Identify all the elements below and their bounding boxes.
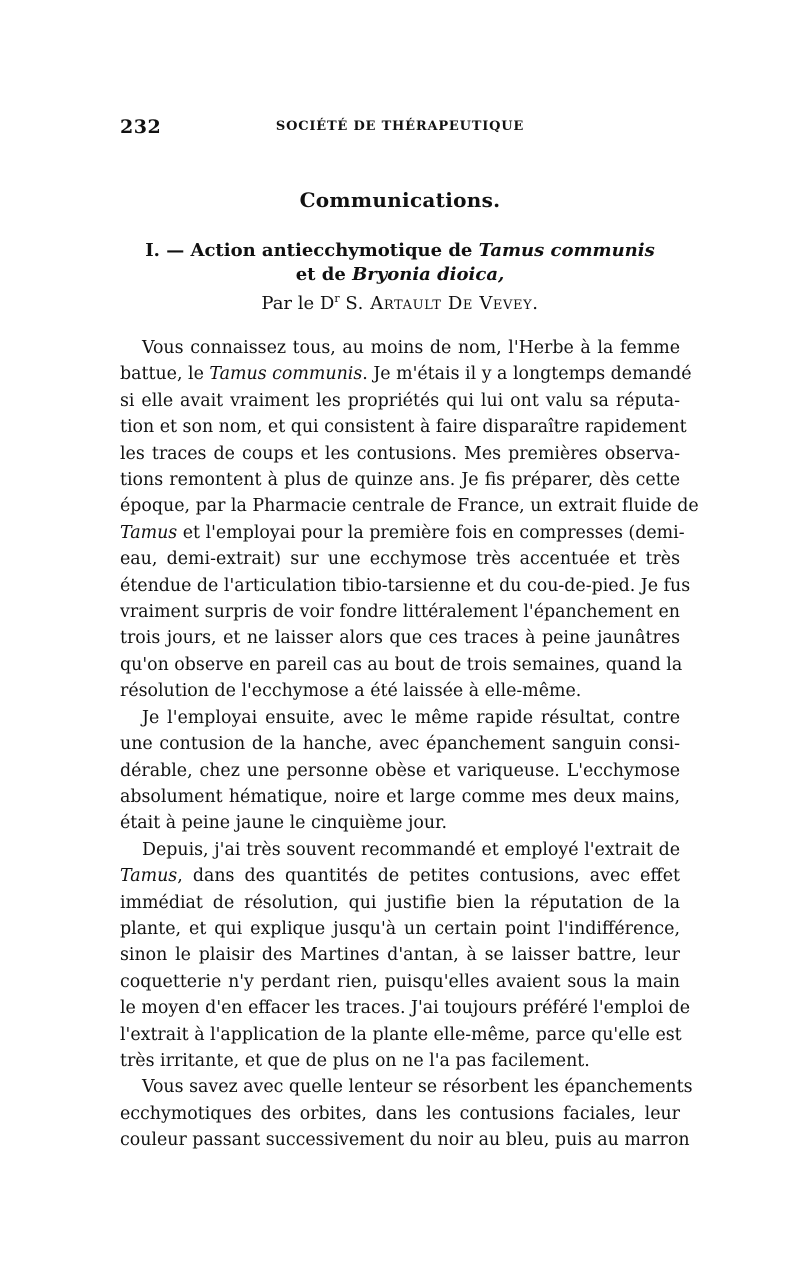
text-line: était à peine jaune le cinquième jour. — [120, 813, 447, 834]
text-line: ecchymotiques des orbites, dans les contusions faciales, leur — [120, 1103, 680, 1124]
text-line: étendue de l'articulation tibio-tarsienne et du cou-de-pied. Je fus — [120, 575, 691, 596]
text-line: Depuis, j'ai très souvent recommandé et employé l'extrait de — [142, 839, 680, 860]
text-line: les traces de coups et les contusions. Mes premières observa- — [120, 443, 680, 464]
article-title-species-2: Bryonia dioica, — [352, 264, 505, 285]
text-line: résolution de l'ecchymose a été laissée à elle-même. — [120, 681, 582, 702]
text-line: couleur passant successivement du noir au bleu, puis au marron — [120, 1130, 690, 1151]
text-line: Je l'employai ensuite, avec le même rapide résultat, contre — [142, 707, 680, 728]
text-line: vraiment surpris de voir fondre littéralement l'épanchement en — [120, 602, 680, 623]
section-title: Communications. — [299, 188, 501, 212]
page-header — [120, 116, 680, 140]
author-name: S. Artault De Vevey. — [345, 293, 539, 314]
text-line: battue, le Tamus communis. Je m'étais il y a longtemps demandé — [120, 364, 692, 385]
text-line: qu'on observe en pareil cas au bout de trois semaines, quand la — [120, 654, 683, 675]
article-title-line-1 — [0, 240, 800, 261]
byline-prefix: Par le D — [261, 293, 335, 314]
text-line: très irritante, et que de plus on ne l'a pas facilement. — [120, 1050, 590, 1071]
article-title-species-1: Tamus communis — [478, 240, 655, 261]
page-number: 232 — [120, 116, 162, 138]
text-line: tion et son nom, et qui consistent à faire disparaître rapidement — [120, 417, 687, 438]
text-line: plante, et qui explique jusqu'à un certain point l'indifférence, — [120, 918, 680, 939]
text-line: Vous connaissez tous, au moins de nom, l'Herbe à la femme — [142, 338, 680, 358]
article-title-prefix: I. — Action antiecchymotique de — [145, 240, 479, 261]
paragraph — [120, 705, 680, 837]
paragraph — [120, 335, 699, 705]
article-body — [120, 335, 699, 1154]
text-line: Vous savez avec quelle lenteur se résorbent les épanchements — [142, 1077, 693, 1098]
paragraph — [120, 837, 691, 1075]
text-line: époque, par la Pharmacie centrale de France, un extrait fluide de — [120, 496, 699, 517]
text-line: eau, demi-extrait) sur une ecchymose très accentuée et très — [120, 549, 680, 570]
paragraph — [120, 1074, 693, 1153]
byline-superscript: r — [334, 292, 340, 305]
text-line: si elle avait vraiment les propriétés qui lui ont valu sa réputa- — [120, 390, 680, 411]
text-line: dérable, chez une personne obèse et variqueuse. L'ecchymose — [120, 760, 680, 781]
text-line: l'extrait à l'application de la plante elle-même, parce qu'elle est — [120, 1024, 682, 1045]
article-title-line-2 — [0, 264, 800, 285]
text-line: tions remontent à plus de quinze ans. Je fis préparer, dès cette — [120, 470, 680, 491]
running-head: SOCIÉTÉ DE THÉRAPEUTIQUE — [275, 119, 525, 134]
text-line: Tamus, dans des quantités de petites contusions, avec effet — [120, 866, 680, 887]
text-line: le moyen d'en effacer les traces. J'ai toujours préféré l'emploi de — [120, 998, 691, 1019]
text-line: immédiat de résolution, qui justifie bien la réputation de la — [120, 892, 680, 913]
article-title-prefix-2: et de — [295, 264, 353, 285]
text-line: trois jours, et ne laisser alors que ces traces à peine jaunâtres — [120, 628, 680, 649]
text-line: sinon le plaisir des Martines d'antan, à se laisser battre, leur — [120, 945, 680, 966]
text-line: une contusion de la hanche, avec épanchement sanguin consi- — [120, 734, 680, 755]
text-line: Tamus et l'employai pour la première fois en compresses (demi- — [120, 522, 685, 543]
text-line: coquetterie n'y perdant rien, puisqu'elles avaient sous la main — [120, 971, 680, 992]
author-byline — [0, 292, 800, 314]
text-line: absolument hématique, noire et large comme mes deux mains, — [120, 786, 680, 807]
